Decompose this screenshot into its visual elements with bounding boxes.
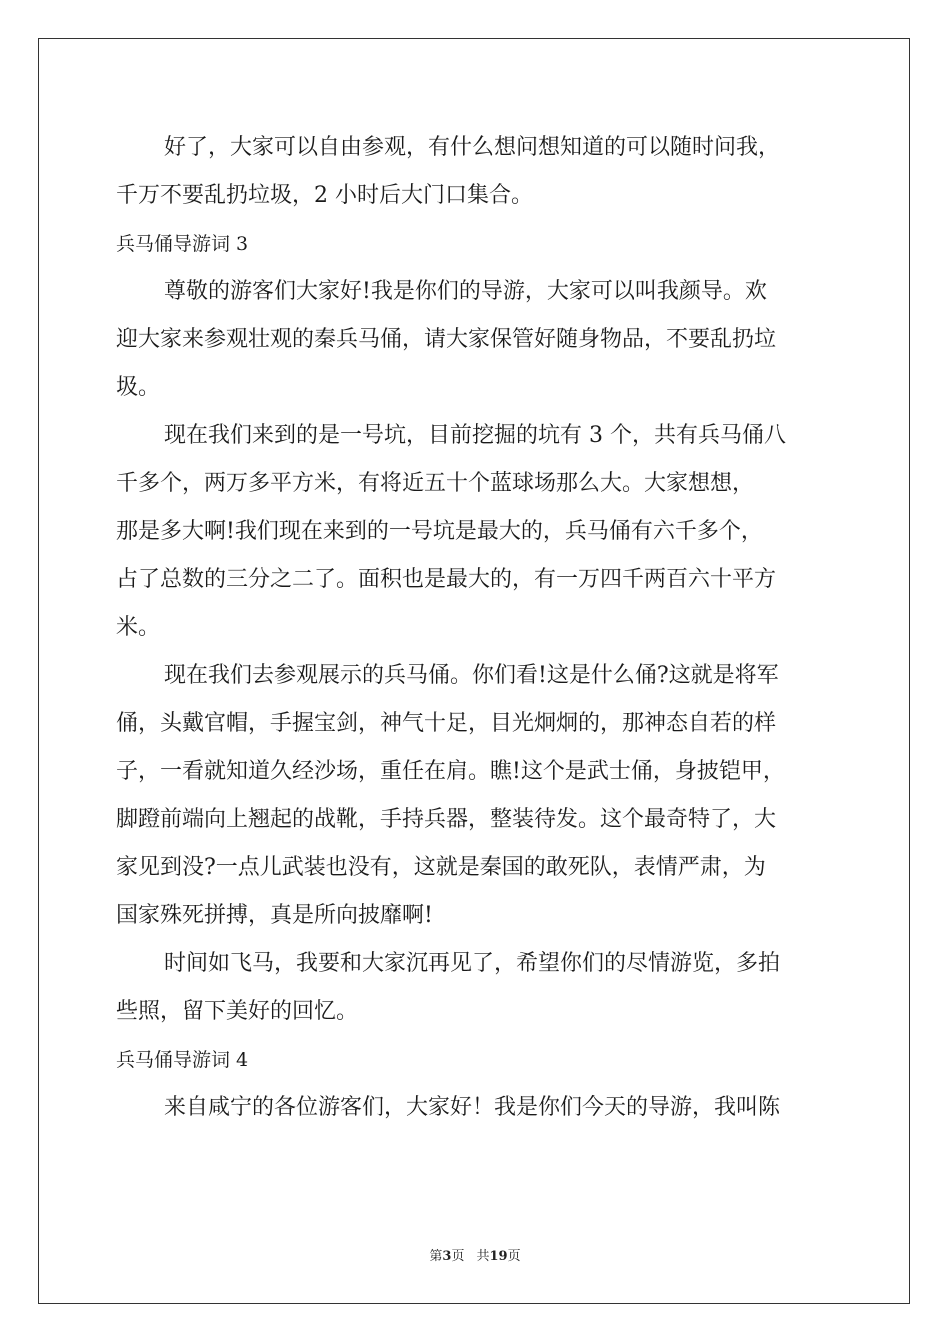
section-heading: 兵马俑导游词 3 <box>116 233 249 255</box>
page-prefix: 第 <box>429 1249 443 1264</box>
page-number: 3 <box>442 1249 452 1264</box>
paragraph-line: 俑，头戴官帽，手握宝剑，神气十足，目光炯炯的，那神态自若的样 <box>116 711 777 736</box>
paragraph-line: 迎大家来参观壮观的秦兵马俑，请大家保管好随身物品，不要乱扔垃 <box>116 327 777 352</box>
paragraph-line: 千万不要乱扔垃圾，2 小时后大门口集合。 <box>116 183 533 208</box>
total-prefix: 共 <box>476 1249 490 1264</box>
total-pages: 19 <box>489 1249 508 1264</box>
paragraph-line: 千多个，两万多平方米，有将近五十个蓝球场那么大。大家想想， <box>116 471 755 496</box>
paragraph-line: 好了，大家可以自由参观，有什么想问想知道的可以随时问我， <box>164 135 781 160</box>
paragraph-line: 子，一看就知道久经沙场，重任在肩。瞧!这个是武士俑，身披铠甲， <box>116 759 785 784</box>
page-suffix: 页 <box>451 1249 465 1264</box>
paragraph-line: 些照，留下美好的回忆。 <box>116 999 359 1024</box>
page-footer <box>0 1248 950 1266</box>
paragraph-line: 尊敬的游客们大家好!我是你们的导游，大家可以叫我颜导。欢 <box>164 279 767 304</box>
paragraph-line: 家见到没?一点儿武装也没有，这就是秦国的敢死队，表情严肃，为 <box>116 855 766 880</box>
document-body <box>116 124 834 1132</box>
paragraph-line: 来自咸宁的各位游客们，大家好！我是你们今天的导游，我叫陈 <box>164 1095 781 1120</box>
paragraph-line: 现在我们去参观展示的兵马俑。你们看!这是什么俑?这就是将军 <box>164 663 779 688</box>
paragraph-line: 圾。 <box>116 375 161 400</box>
paragraph-line: 占了总数的三分之二了。面积也是最大的，有一万四千两百六十平方 <box>116 567 777 592</box>
paragraph-line: 脚蹬前端向上翘起的战靴，手持兵器，整装待发。这个最奇特了，大 <box>116 807 777 832</box>
paragraph-line: 那是多大啊!我们现在来到的一号坑是最大的，兵马俑有六千多个， <box>116 519 763 544</box>
section-heading: 兵马俑导游词 4 <box>116 1049 249 1071</box>
paragraph-line: 国家殊死拼搏，真是所向披靡啊! <box>116 903 433 928</box>
paragraph-line: 米。 <box>116 615 161 640</box>
paragraph-line: 现在我们来到的是一号坑，目前挖掘的坑有 3 个，共有兵马俑八 <box>164 423 786 448</box>
paragraph-line: 时间如飞马，我要和大家沉再见了，希望你们的尽情游览，多拍 <box>164 951 781 976</box>
total-suffix: 页 <box>507 1249 521 1264</box>
